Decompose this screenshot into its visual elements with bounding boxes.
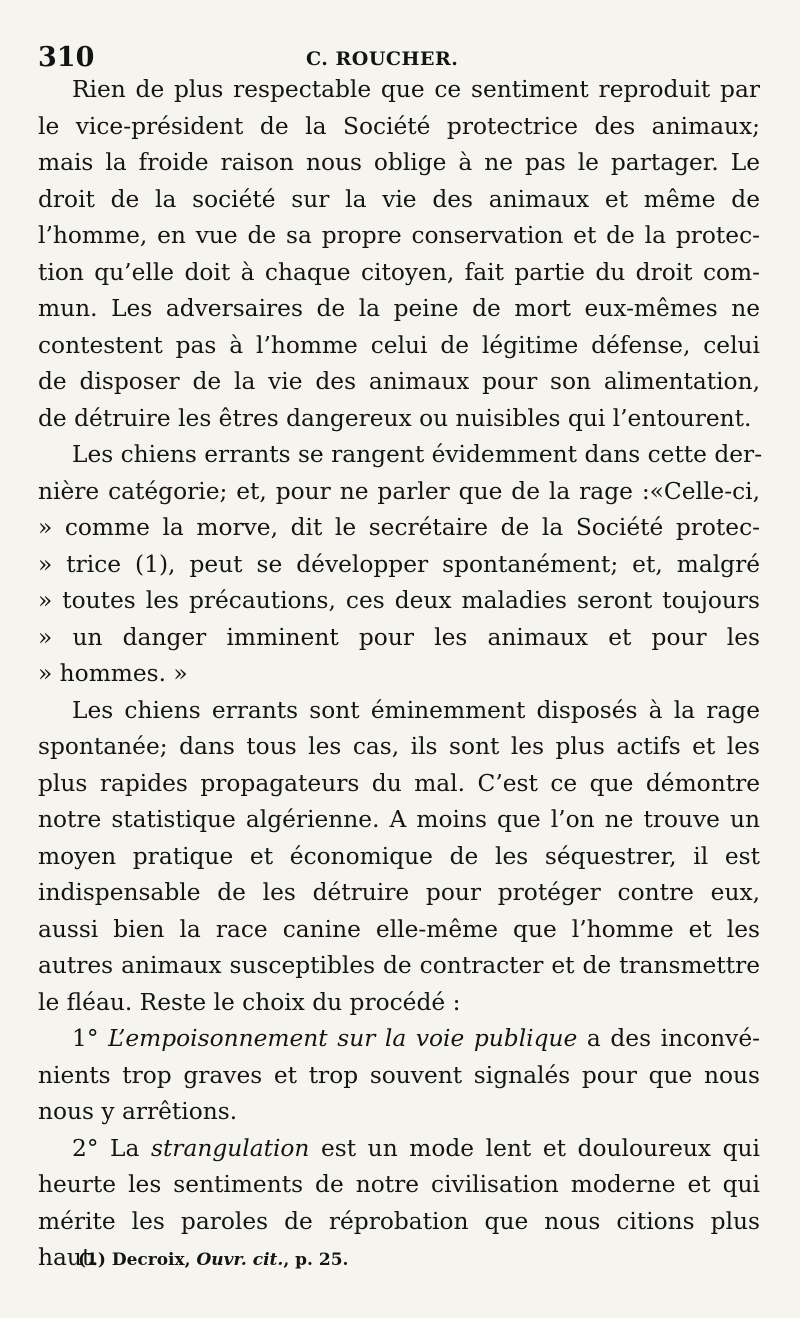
text-line: » un danger imminent pour les animaux et pour les [38, 623, 760, 651]
text-line: mais la froide raison nous oblige à ne pas le partager. Le [38, 149, 760, 176]
text-line: heurte les sentiments de notre civilisation moderne et qui [38, 1171, 760, 1198]
text-line: nière catégorie; et, pour ne parler que de la rage :«Celle-ci, [38, 477, 760, 505]
body-text [38, 72, 763, 1277]
text-line: plus rapides propagateurs du mal. C’est ce que démontre [38, 769, 760, 797]
text-line: moyen pratique et économique de les séquestrer, il est [38, 842, 760, 870]
list-item-1 [38, 1021, 760, 1058]
text-line: tion qu’elle doit à chaque citoyen, fait partie du droit com- [38, 258, 760, 286]
text-line: le vice-président de la Société protectrice des animaux; [38, 112, 760, 140]
text-line: notre statistique algérienne. A moins que l’on ne trouve un [38, 806, 760, 833]
text-line: l’homme, en vue de sa propre conservation et de la protec- [38, 222, 760, 249]
emphasis-text: L’empoisonnement sur la voie publique [108, 1025, 578, 1052]
text-line: » toutes les précautions, ces deux maladies seront toujours [38, 587, 760, 614]
text-line: Rien de plus respectable que ce sentiment reproduit par [72, 76, 760, 103]
text-line: » hommes. » [38, 660, 188, 687]
page-number: 310 [38, 42, 95, 73]
text-line: indispensable de les détruire pour protéger contre eux, [38, 879, 760, 906]
item-number: 1° [72, 1025, 109, 1052]
text-line: Les chiens errants se rangent évidemment dans cette der- [72, 441, 763, 468]
item-number: 2° La [72, 1134, 151, 1162]
text-line: contestent pas à l’homme celui de légitime défense, celui [38, 331, 760, 359]
text-line: de détruire les êtres dangereux ou nuisibles qui l’entourent. [38, 404, 752, 432]
text-line: mun. Les adversaires de la peine de mort eux-mêmes ne [38, 295, 760, 322]
text-line: » trice (1), peut se développer spontanément; et, malgré [38, 550, 760, 578]
text-line: mérite les paroles de réprobation que nous citions plus [38, 1207, 760, 1235]
item-text: a des inconvé- [577, 1025, 760, 1052]
text-line: de disposer de la vie des animaux pour son alimentation, [38, 368, 760, 395]
text-line: » comme la morve, dit le secrétaire de la Société protec- [38, 514, 760, 541]
text-line: nous y arrêtions. [38, 1098, 238, 1125]
text-line: le fléau. Reste le choix du procédé : [38, 988, 461, 1016]
text-line: aussi bien la race canine elle-même que l’homme et les [38, 915, 760, 943]
list-item-2 [38, 1131, 760, 1168]
text-line: autres animaux susceptibles de contracter et de transmettre [38, 952, 760, 979]
text-line: haut. [38, 1244, 99, 1271]
emphasis-text: strangulation [150, 1134, 310, 1162]
footnote-marker: (1) Decroix, [78, 1250, 197, 1270]
running-head: C. ROUCHER. [306, 48, 459, 70]
footnote-italic: Ouvr. cit. [196, 1250, 284, 1270]
text-line: spontanée; dans tous les cas, ils sont les plus actifs et les [38, 733, 760, 760]
text-line: nients trop graves et trop souvent signalés pour que nous [38, 1061, 760, 1089]
footnote [78, 1250, 348, 1270]
item-text: est un mode lent et douloureux qui [309, 1134, 760, 1162]
text-line: Les chiens errants sont éminemment disposés à la rage [72, 696, 760, 724]
footnote-text: , p. 25. [283, 1250, 349, 1270]
text-line: droit de la société sur la vie des animaux et même de [38, 185, 760, 213]
